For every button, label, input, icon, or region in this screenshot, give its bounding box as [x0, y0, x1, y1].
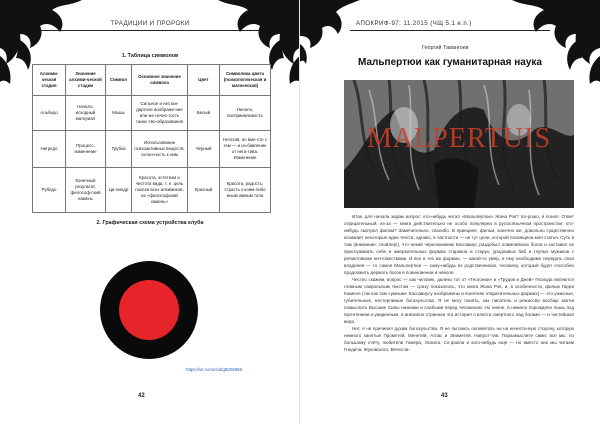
table-cell: Красота, радость, страсть к коим-либо иным живым тела — [220, 168, 271, 213]
table-cell: Сильное и нестан-дартное воображе-ние или же нечис-тость таинс-тво-образования — [132, 96, 188, 131]
table-header-cell: Алхими-ческая стадия — [33, 65, 66, 96]
table-cell: Белый — [188, 96, 220, 131]
article-author: Георгий Тавангоев — [422, 45, 469, 51]
table-header-cell: Основное значение символа — [132, 65, 188, 96]
table-cell: Процесс, изменение — [66, 131, 106, 168]
table-cell: Красный — [188, 168, 220, 213]
inner-red-core — [119, 280, 179, 340]
table-cell: Начало, восприимчивость — [220, 96, 271, 131]
table-cell: Нигредо — [33, 131, 66, 168]
table-header-cell: Символ — [106, 65, 132, 96]
table-cell: Трубка — [106, 131, 132, 168]
table-row — [33, 168, 271, 213]
article-title: Мальпертюи как гуманитарная наука — [358, 57, 542, 68]
header-rule — [40, 30, 260, 31]
paragraph: Итак, для начала задам вопрос: кто-нибудь читал «Мальпертюи» Жана Рэя? Хо-рошо, я понял. Ответ отрицательный, из-за — книга действительно не особо популярна в русскоязычном пространстве: кто-нибудь смотрел фильм? Замечательно, спасибо. В принципе, фильм, конечно же, довольно существенно искажает некоторые идеи текста, однако, в частности — не тут цели, которой посвящена моя статья. Суть в том (внимание: спойлер!), что некий чернокнижник Кассавиус раздобыл олимпийских богов и заставил их прислуживать себе в омерзительных формах стариков и старух, уродливых баб и глупых мужиков с реликтовыми ничтожествами. И все в тех же формах, — какой-то умер, и ему необходимо передать свои владения — то самое Мальпертюи — кому-нибудь из родственников, человеку, который будет способен продолжить держать богов в повиновении и неволе. — [344, 214, 574, 275]
table-cell: Рубедо — [33, 168, 66, 213]
malpertuis-poster-image — [344, 80, 574, 208]
vk-link[interactable]: https://vk.com/clubg8209868 — [186, 367, 242, 372]
header-rule — [350, 30, 550, 31]
table-header-cell: Символика цвета (психологическая и магическая) — [220, 65, 271, 96]
table-row — [33, 131, 271, 168]
paragraph: Честно скажем, вопрос — как человек, далеко тот от «Теогонии» и «Трудов и Дней» Гесиода являются главным сакральным текстом — сразу показалось, что книга Жана Рэя, и, в особенности, фильм Гарри Кюмеля (так как там «умным» Кассавиусу изображены в понятиях отвратительных формах) — это ужасные, губительные, нестерпимые богохульства. Я не могу понять, как писатель и режиссёр вообще могли помыслить Высшие Силы низкими и слабыми перед человеком. Но иначе, в немало порождено лишь под прочтением и увиденным, и внезапно странная эта история о власти смертного над богами — и чистейшая вера. — [344, 277, 574, 324]
page-number-left: 42 — [138, 393, 145, 399]
running-header: ТРАДИЦИИ И ПРОРОКИ — [110, 20, 190, 27]
table-cell: Конечный результат, философ-ский камень — [66, 168, 106, 213]
table-header-cell: Цвет — [188, 65, 220, 96]
table-row — [33, 96, 271, 131]
article-body — [344, 213, 574, 353]
table-cell: Чёрный — [188, 131, 220, 168]
club-scheme-diagram — [76, 237, 222, 383]
table-cell: Использование психоактивных веществ, склон-ность к ним — [132, 131, 188, 168]
table-title: 1. Таблица символов — [121, 53, 179, 59]
poster-title: MALPERTUIS — [366, 123, 552, 154]
table-header-row — [33, 65, 271, 96]
page-number-right: 43 — [441, 393, 448, 399]
table-header-cell: Значение алхими-ческой стадии — [66, 65, 106, 96]
table-cell: Красота, эстетизм и чистота вида, т. е. цель поиска всех алхимиков, их «философский камень» — [132, 168, 188, 213]
paragraph: Нет, я не причинял духам богохульства. Я не пытаюсь оклеветать ни на нечести-вую сторону, которую немного занятые Прометей, Менетий, Атлас и Эпиметей. Напрот-тив. Поразмыслите сами: все мы, по большому счёту, любители Гомера, Эсхила, Со-фокла и кого-нибудь ещё — но вместо них мы читаем Гнедича, Жуковского, Вячесла- — [344, 326, 574, 352]
table-cell: Мышь — [106, 96, 132, 131]
table-cell: Альбедо — [33, 96, 66, 131]
table-cell: Негатив, но вме-сте с тем — и из-бавление от нега-тива. Изменение — [220, 131, 271, 168]
diagram-title: 2. Графическая схема устройства клуба — [96, 220, 204, 226]
symbols-table — [32, 64, 271, 213]
table-cell: Ци-линдр — [106, 168, 132, 213]
running-header: АПОКРИФ-97: 11.2015 (ЧЩ 5.1 е.п.) — [356, 20, 472, 27]
table-cell: Начало, исходный материал — [66, 96, 106, 131]
